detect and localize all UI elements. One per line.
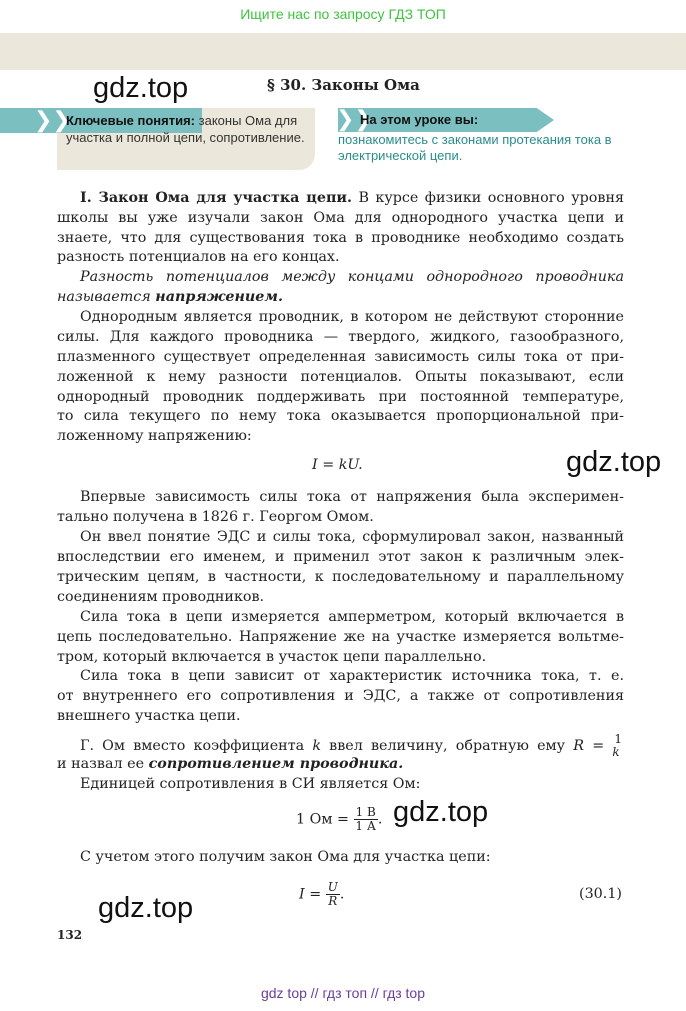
formula-ohm-law <box>299 881 344 908</box>
text-line: Сила тока в цепи измеряется амперметром, который включается в <box>80 609 624 625</box>
text-run: и назвал ее <box>57 756 149 772</box>
denominator: 1 А <box>355 819 376 833</box>
lesson-text: познакомитесь с законами протекания тока в электрической цепи. <box>338 132 612 163</box>
text-line: от внутреннего его сопротивления и ЭДС, а также от сопротивления <box>57 688 624 704</box>
formula-left: 1 Ом = <box>296 811 354 828</box>
text-line: Единицей сопротивления в СИ является Ом: <box>80 776 421 792</box>
denominator: R <box>328 894 338 908</box>
formula-ohm-unit <box>296 806 382 833</box>
symbol-k: k <box>312 738 321 754</box>
text-line: цепь последовательно. Напряжение же на участке измеряется вольтме- <box>57 629 624 645</box>
equation-number: (30.1) <box>579 886 622 902</box>
text-line <box>57 755 624 773</box>
header-band <box>0 33 686 70</box>
text-line: Однородным является проводник, в котором не действуют сторонние <box>80 309 624 325</box>
text-run: ввел величину, обратную ему <box>320 738 574 754</box>
watermark: gdz.top <box>93 72 189 104</box>
page-number: 132 <box>57 928 83 942</box>
formula-dot: . <box>377 811 383 828</box>
formula-i-ku: I = kU. <box>312 457 363 473</box>
section-title: § 30. Законы Ома <box>267 76 420 94</box>
fraction-u-over-r <box>326 881 340 908</box>
text-line: школы вы уже изучали закон Ома для однородного участка цепи и <box>57 210 624 226</box>
text-line: силы. Для каждого проводника — твердого, жидкого, газообразного, <box>57 329 624 345</box>
lesson-label: На этом уроке вы: <box>360 112 479 127</box>
key-concepts-label: Ключевые понятия: <box>66 113 196 128</box>
text-line: то сила текущего по нему тока оказывается пропорциональной при- <box>57 408 624 424</box>
text-line: ложенной к нему разности потенциалов. Опыты показывают, если <box>57 369 624 385</box>
text-line: трическим цепям, в частности, к последовательному и параллельному <box>57 569 624 585</box>
watermark: gdz.top <box>98 892 194 924</box>
definition-line <box>57 288 624 306</box>
text-run: В курсе физики основного уровня <box>352 190 625 206</box>
text-line: впоследствии его именем, и применил этот закон к различным элек- <box>57 549 624 565</box>
text-run: Г. Ом вместо коэффициента <box>80 738 313 754</box>
term: напряжением. <box>155 289 283 305</box>
text-line: Он ввел понятие ЭДС и силы тока, сформулировал закон, названный <box>80 529 624 545</box>
symbol-r: R = <box>573 738 613 754</box>
numerator: 1 В <box>355 805 376 819</box>
text-line: С учетом этого получим закон Ома для участка цепи: <box>80 849 491 865</box>
chevron-icon: ❯❯ <box>336 107 373 132</box>
fraction-v-over-a <box>354 806 378 833</box>
text-run: называется <box>57 289 156 305</box>
text-line: плазменного существует определенная зависимость силы тока от при- <box>57 349 624 365</box>
text-line: знаете, что для существования тока в проводнике необходимо создать <box>57 230 624 246</box>
text-line: соединениям проводников. <box>57 589 265 605</box>
subheading: I. Закон Ома для участка цепи. <box>80 190 352 206</box>
definition-line: Разность потенциалов между концами однородного проводника <box>80 269 624 285</box>
search-banner[interactable]: Ищите нас по запросу ГДЗ ТОП <box>240 6 446 22</box>
text-line: ложенному напряжению: <box>57 428 252 444</box>
text-line: тром, который включается в участок цепи параллельно. <box>57 649 487 665</box>
term: сопротивлением проводника. <box>148 756 404 772</box>
text-line: Сила тока в цепи зависит от характеристик источника тока, т. е. <box>80 668 624 684</box>
text-line: Впервые зависимость силы тока от напряжения была эксперимен- <box>80 489 624 505</box>
denominator: k <box>612 745 620 759</box>
numerator: 1 <box>614 732 622 746</box>
text-line <box>80 189 624 207</box>
key-concepts-value: законы Ома для участка и полной цепи, сопротивление. <box>66 113 305 145</box>
chevron-icon: ❯❯ <box>34 108 71 133</box>
footer-links[interactable]: gdz top // гдз топ // гдз top <box>260 985 426 1001</box>
text-line: внешнего участка цепи. <box>57 708 241 724</box>
text-line: однородный проводник поддерживать при постоянной температуре, <box>57 389 624 405</box>
numerator: U <box>327 880 338 894</box>
text-line: разность потенциалов на его концах. <box>57 249 340 265</box>
formula-dot: . <box>339 886 345 903</box>
formula-left: I = <box>299 886 326 903</box>
watermark: gdz.top <box>393 796 489 828</box>
key-concepts-text <box>66 112 311 146</box>
text-line: тально получена в 1826 г. Георгом Омом. <box>57 509 374 525</box>
watermark: gdz.top <box>566 446 662 478</box>
